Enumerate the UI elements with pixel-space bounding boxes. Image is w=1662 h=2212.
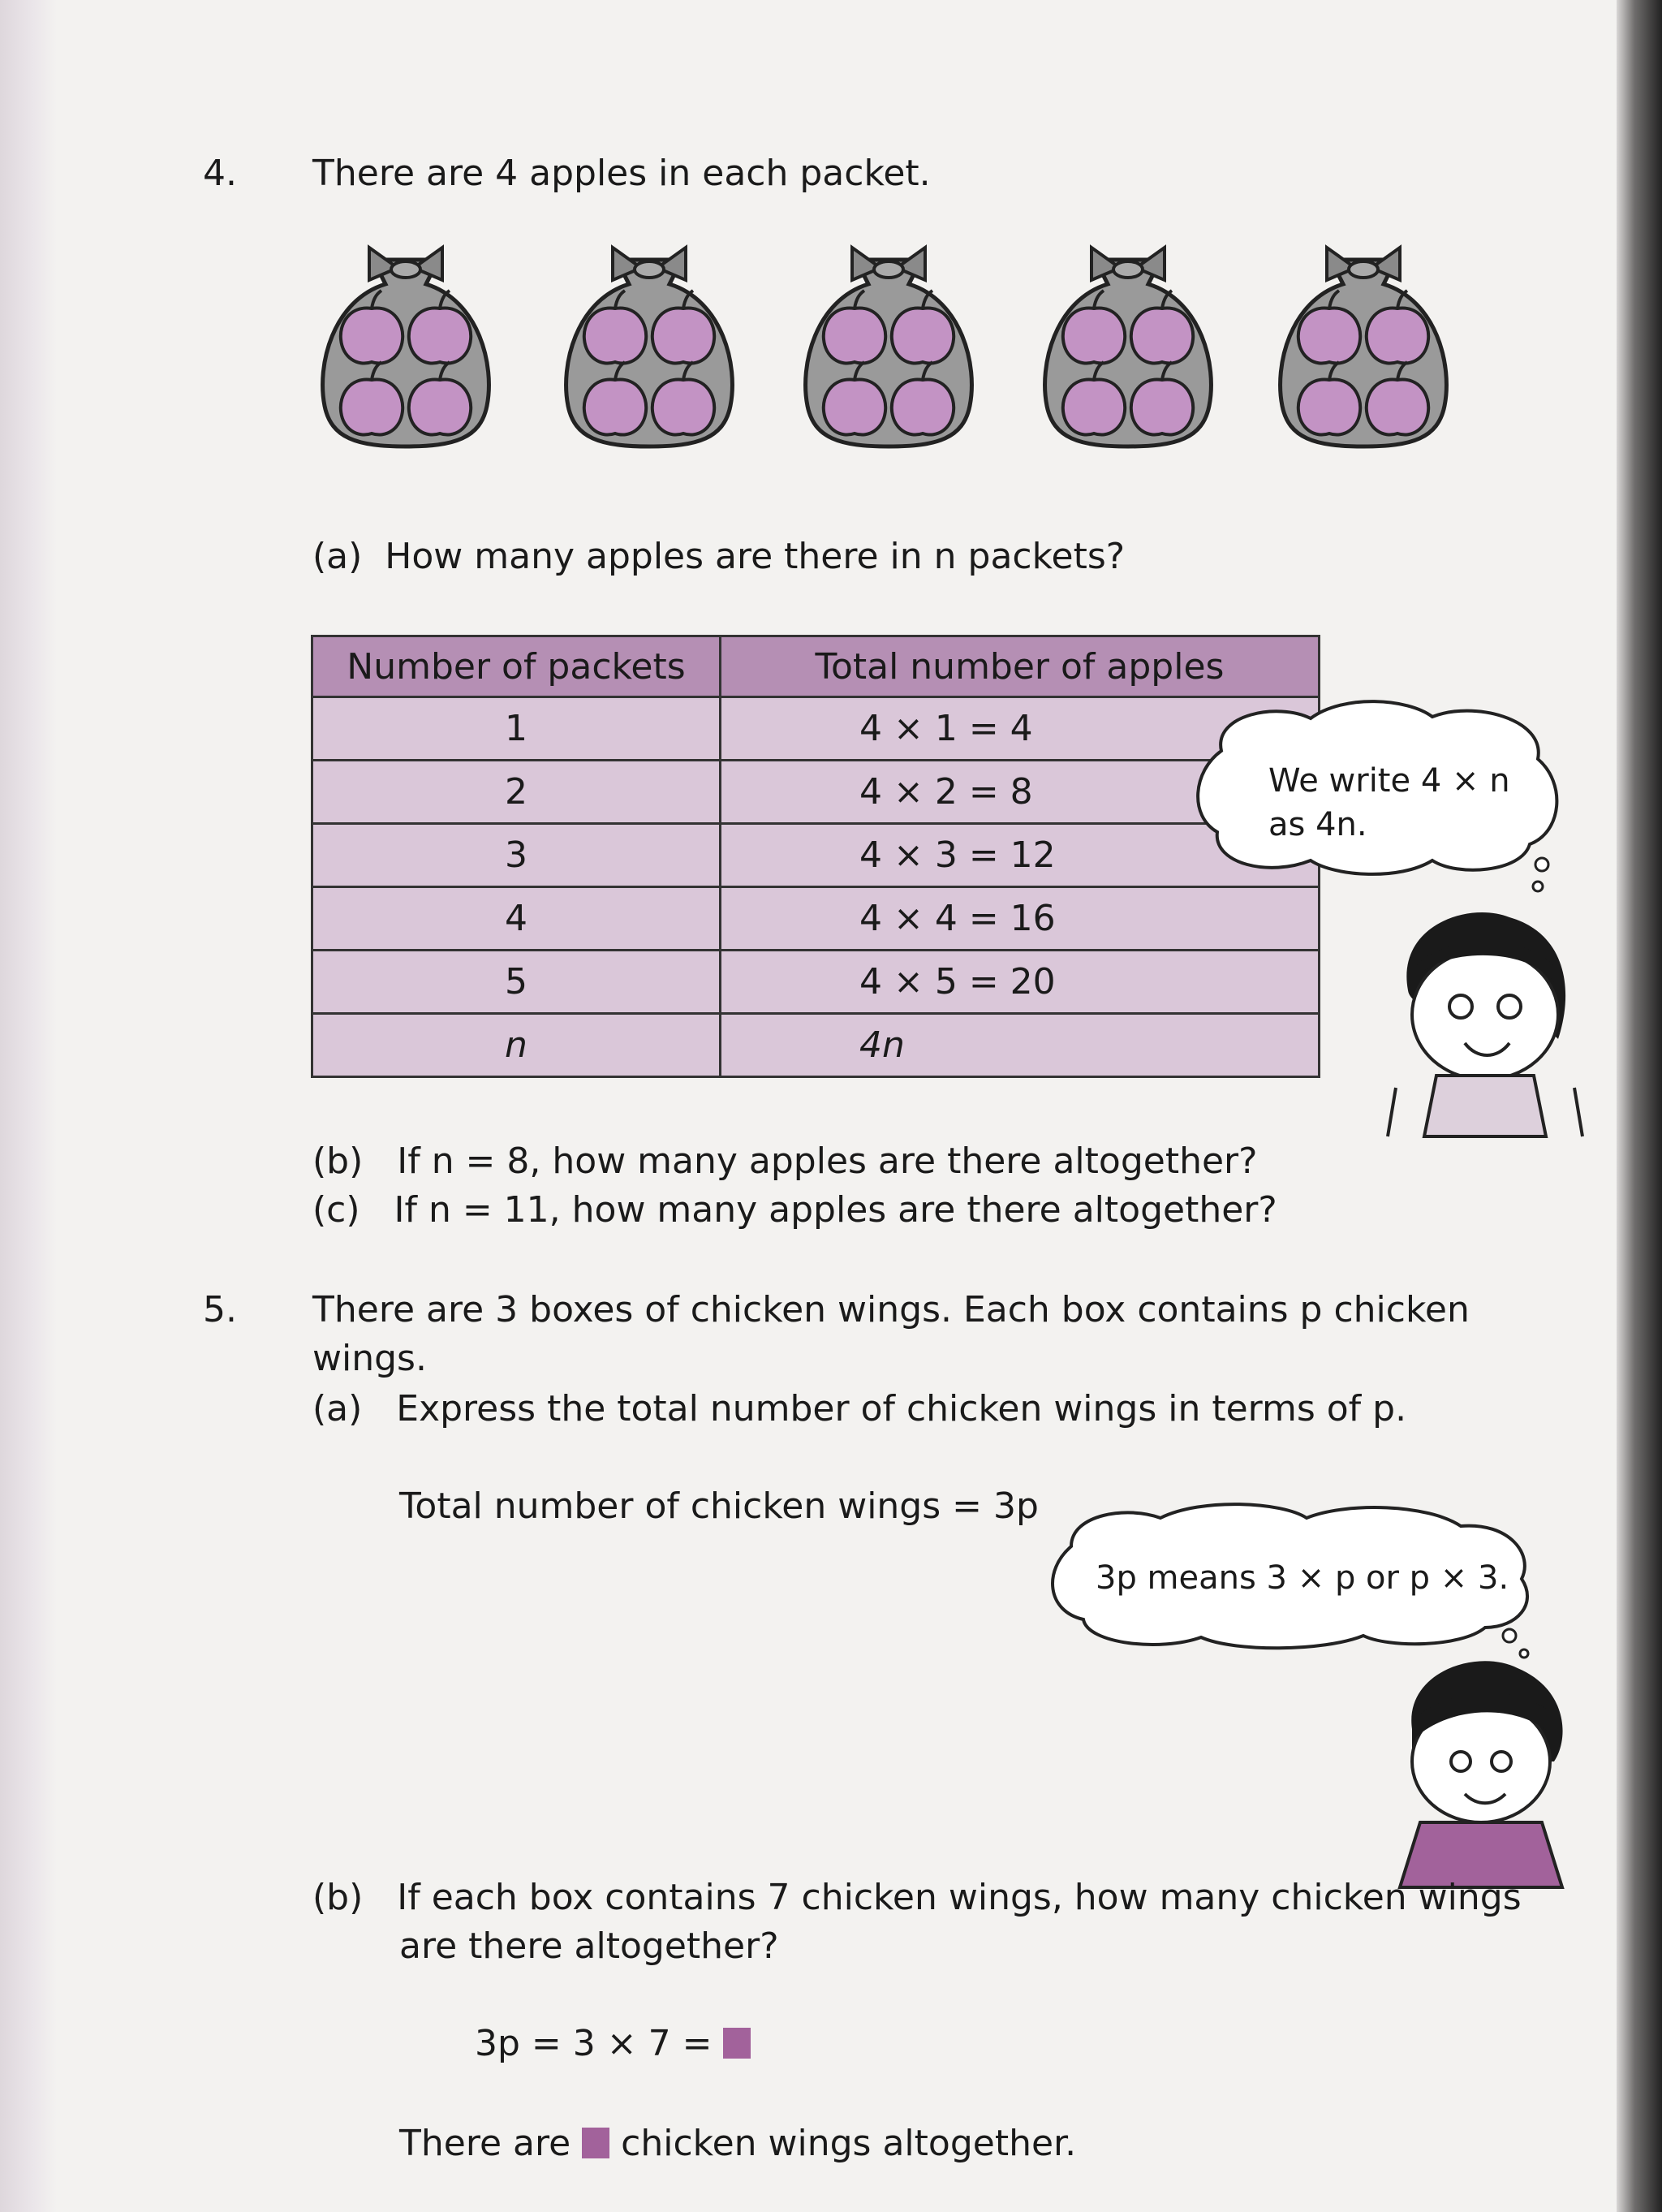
table-cell: 4 × 1 = 4 (721, 697, 1320, 761)
question-5-number: 5. (203, 1289, 237, 1330)
table-cell: 5 (312, 951, 721, 1014)
q5-part-b-label: (b) (312, 1877, 364, 1918)
table-cell: 4 × 4 = 16 (721, 887, 1320, 951)
q4-part-b-label: (b) (312, 1140, 364, 1182)
apple-packets-illustration (308, 215, 1542, 491)
q4-part-c (312, 1189, 1277, 1232)
apple-packet-1 (323, 248, 489, 446)
apple-packet-4 (1045, 248, 1212, 446)
q4-part-c-label: (c) (312, 1189, 360, 1231)
boy-illustration (1380, 1648, 1582, 1891)
q4-part-a (312, 536, 1125, 579)
q4-part-b-text: If n = 8, how many apples are there altogether? (397, 1140, 1258, 1182)
answer-box-2[interactable] (582, 2128, 609, 2158)
table-row (312, 887, 1320, 951)
q5-part-b-text: If each box contains 7 chicken wings, how many chicken wings (397, 1877, 1522, 1918)
apples-table (311, 635, 1320, 1078)
table-row (312, 951, 1320, 1014)
thought-bubble-1-line1: We write 4 × n (1268, 762, 1510, 800)
table-row (312, 761, 1320, 824)
table-cell: 4 (312, 887, 721, 951)
apple-packet-2 (566, 248, 733, 446)
q5-equation (475, 2023, 751, 2066)
table-cell: 3 (312, 824, 721, 887)
q5-equation-text: 3p = 3 × 7 = (475, 2023, 713, 2064)
table-header-packets: Number of packets (312, 636, 721, 697)
apple-packet-5 (1281, 248, 1447, 446)
q5-sentence-end: chicken wings altogether. (621, 2123, 1077, 2164)
table-cell: 1 (312, 697, 721, 761)
table-cell: 2 (312, 761, 721, 824)
table-header-apples: Total number of apples (721, 636, 1320, 697)
table-cell: 4 × 2 = 8 (721, 761, 1320, 824)
table-row (312, 1014, 1320, 1077)
q5-sentence (399, 2123, 1076, 2166)
q4-part-a-text: How many apples are there in n packets? (385, 536, 1126, 577)
q5-part-b-line2: are there altogether? (399, 1925, 779, 1967)
table-cell: 4 × 5 = 20 (721, 951, 1320, 1014)
q5-prompt-line1: There are 3 boxes of chicken wings. Each box contains p chicken (312, 1289, 1470, 1330)
q5-answer-a: Total number of chicken wings = 3p (399, 1485, 1039, 1527)
table-cell: 4 × 3 = 12 (721, 824, 1320, 887)
q4-part-c-text: If n = 11, how many apples are there altogether? (394, 1189, 1277, 1231)
table-header-row (312, 636, 1320, 697)
q5-part-a-label: (a) (312, 1388, 363, 1429)
table-cell: 4n (721, 1014, 1320, 1077)
page-edge-right (1617, 0, 1662, 2212)
answer-box-1[interactable] (723, 2028, 751, 2059)
page-edge-left (0, 0, 57, 2212)
q4-part-b (312, 1140, 1257, 1184)
apple-packet-3 (806, 248, 972, 446)
thought-bubble-1-text (1268, 759, 1510, 847)
thought-bubble-2-text: 3p means 3 × p or p × 3. (1096, 1559, 1509, 1597)
q5-prompt-line2: wings. (312, 1338, 427, 1379)
girl-illustration (1380, 901, 1591, 1161)
question-4-prompt: There are 4 apples in each packet. (312, 153, 931, 194)
table-cell: n (312, 1014, 721, 1077)
q4-part-a-label: (a) (312, 536, 363, 577)
table-row (312, 697, 1320, 761)
table-row (312, 824, 1320, 887)
thought-bubble-1-line2: as 4n. (1268, 806, 1367, 843)
q5-part-a (312, 1388, 1406, 1431)
q5-part-a-text: Express the total number of chicken wings in terms of p. (396, 1388, 1407, 1429)
question-4-number: 4. (203, 153, 237, 194)
q5-part-b-line1 (312, 1877, 1522, 1920)
q5-sentence-start: There are (399, 2123, 571, 2164)
